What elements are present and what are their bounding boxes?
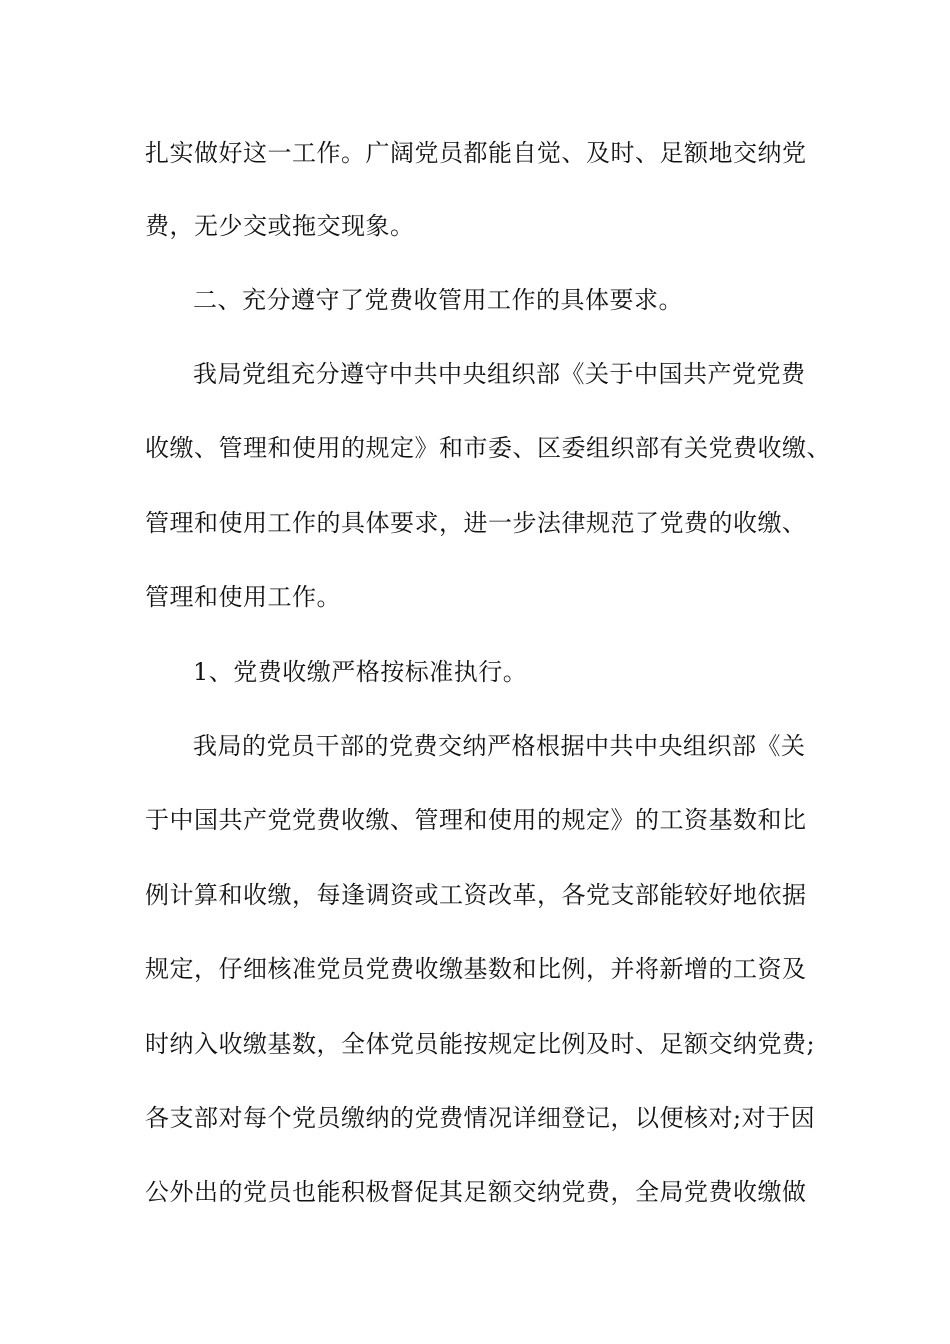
text-line: 扎实做好这一工作。广阔党员都能自觉、及时、足额地交纳党 bbox=[145, 139, 807, 167]
text-line: 例计算和收缴，每逢调资或工资改革，各党支部能较好地依据 bbox=[145, 881, 807, 909]
text-line: 费，无少交或拖交现象。 bbox=[145, 212, 415, 240]
text-line: 公外出的党员也能积极督促其足额交纳党费，全局党费收缴做 bbox=[145, 1178, 807, 1206]
text-line: 我局的党员干部的党费交纳严格根据中共中央组织部《关 bbox=[193, 732, 806, 760]
text-line: 管理和使用工作。 bbox=[145, 583, 341, 611]
text-line: 我局党组充分遵守中共中央组织部《关于中国共产党党费 bbox=[193, 360, 806, 388]
text-line: 管理和使用工作的具体要求，进一步法律规范了党费的收缴、 bbox=[145, 509, 807, 537]
text-line: 时纳入收缴基数，全体党员能按规定比例及时、足额交纳党费; bbox=[145, 1030, 816, 1058]
text-line: 规定，仔细核准党员党费收缴基数和比例，并将新增的工资及 bbox=[145, 955, 807, 983]
text-line: 各支部对每个党员缴纳的党费情况详细登记，以便核对;对于因 bbox=[145, 1104, 816, 1132]
text-line: 收缴、管理和使用的规定》和市委、区委组织部有关党费收缴、 bbox=[145, 434, 831, 462]
text-line: 于中国共产党党费收缴、管理和使用的规定》的工资基数和比 bbox=[145, 806, 807, 834]
section-heading: 二、充分遵守了党费收管用工作的具体要求。 bbox=[193, 286, 683, 314]
subsection-heading: 1、党费收缴严格按标准执行。 bbox=[193, 658, 528, 686]
